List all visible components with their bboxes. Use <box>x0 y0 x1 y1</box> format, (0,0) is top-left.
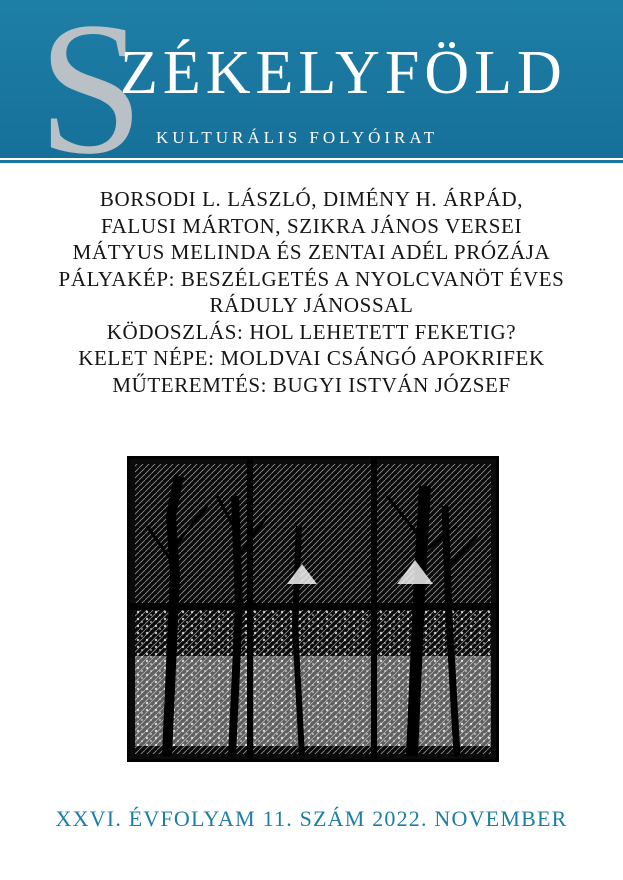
masthead-rule <box>0 160 623 163</box>
journal-title: ZÉKELYFÖLD <box>120 39 567 107</box>
journal-subtitle: KULTURÁLIS FOLYÓIRAT <box>156 128 439 147</box>
cover-artwork <box>127 456 499 762</box>
title-initial: S <box>38 0 144 158</box>
contents-line: PÁLYAKÉP: BESZÉLGETÉS A NYOLCVANÖT ÉVES <box>58 266 565 291</box>
window-forest-artwork-icon <box>127 456 499 762</box>
contents-line: FALUSI MÁRTON, SZIKRA JÁNOS VERSEI <box>100 213 523 238</box>
contents-line: MŰTEREMTÉS: BUGYI ISTVÁN JÓZSEF <box>112 372 511 397</box>
issue-line: XXVI. ÉVFOLYAM 11. SZÁM 2022. NOVEMBER <box>55 806 568 831</box>
masthead <box>0 0 623 158</box>
contents-line: KÖDOSZLÁS: HOL LEHETETT FEKETIG? <box>106 319 517 344</box>
contents-line: KELET NÉPE: MOLDVAI CSÁNGÓ APOKRIFEK <box>78 346 545 370</box>
contents-line: RÁDULY JÁNOSSAL <box>209 293 414 317</box>
contents-list <box>0 186 623 398</box>
contents-line: MÁTYUS MELINDA ÉS ZENTAI ADÉL PRÓZÁJA <box>72 240 551 264</box>
contents-line: BORSODI L. LÁSZLÓ, DIMÉNY H. ÁRPÁD, <box>99 187 524 211</box>
